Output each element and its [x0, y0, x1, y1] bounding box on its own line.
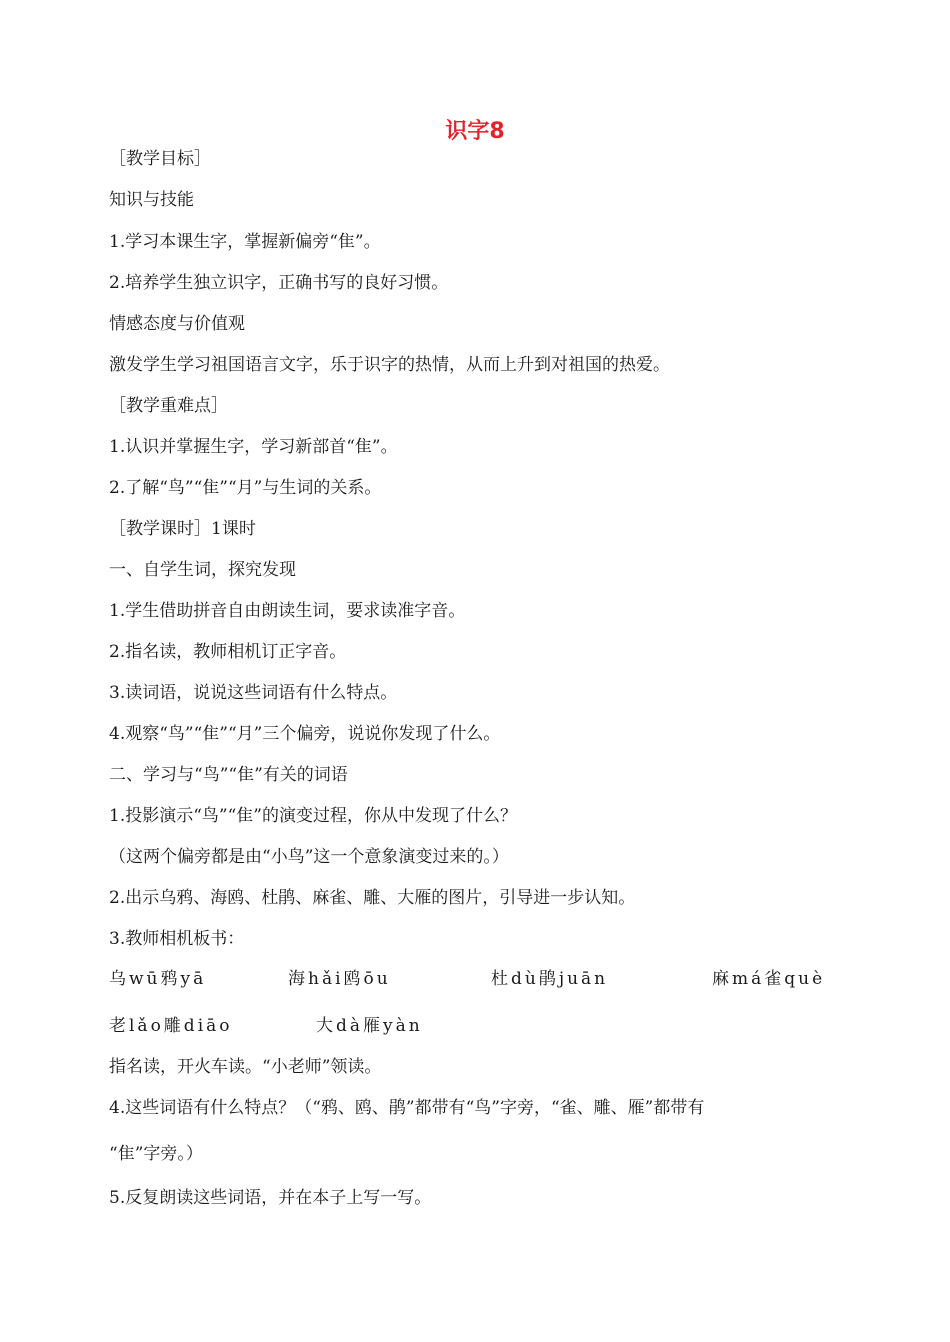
text-line: 1.学生借助拼音自由朗读生词，要求读准字音。: [109, 601, 466, 621]
text-line: 2.培养学生独立识字，正确书写的良好习惯。: [109, 273, 449, 293]
section-heading-key-points: ［教学重难点］: [109, 396, 228, 416]
subheading-knowledge-skills: 知识与技能: [109, 190, 194, 210]
text-line: 3.教师相机板书：: [109, 929, 245, 949]
section-heading-class-hours: ［教学课时］1课时: [109, 519, 256, 539]
text-line: 1.认识并掌握生字，学习新部首“隹”。: [109, 437, 398, 457]
text-line: （这两个偏旁都是由“小鸟”这一个意象演变过来的。）: [109, 847, 509, 867]
section-heading-part-two: 二、学习与“鸟”“隹”有关的词语: [109, 765, 348, 785]
text-line: 4.观察“鸟”“隹”“月”三个偏旁，说说你发现了什么。: [109, 724, 501, 744]
text-line: 3.读词语，说说这些词语有什么特点。: [109, 683, 398, 703]
pinyin-word: 大dà雁yàn: [316, 1016, 423, 1036]
text-line: 指名读，开火车读。“小老师”领读。: [109, 1057, 382, 1077]
pinyin-word: 麻má雀què: [712, 969, 826, 989]
subheading-emotion-values: 情感态度与价值观: [109, 314, 245, 334]
pinyin-word: 乌wū鸦yā: [109, 969, 207, 989]
text-line: “隹”字旁。）: [109, 1144, 203, 1164]
text-line: 2.指名读，教师相机订正字音。: [109, 642, 347, 662]
text-line: 1.学习本课生字，掌握新偏旁“隹”。: [109, 232, 381, 252]
pinyin-word: 老lǎo雕diāo: [109, 1016, 233, 1036]
text-line: 5.反复朗读这些词语，并在本子上写一写。: [109, 1188, 432, 1208]
document-title: 识字8: [445, 119, 505, 144]
text-line: 2.出示乌鸦、海鸥、杜鹃、麻雀、雕、大雁的图片，引导进一步认知。: [109, 888, 636, 908]
section-heading-part-one: 一、自学生词，探究发现: [109, 560, 296, 580]
text-line: 4.这些词语有什么特点？（“鸦、鸥、鹃”都带有“鸟”字旁，“雀、雕、雁”都带有: [109, 1098, 705, 1118]
text-line: 2.了解“鸟”“隹”“月”与生词的关系。: [109, 478, 382, 498]
section-heading-objectives: ［教学目标］: [109, 149, 211, 169]
text-line: 1.投影演示“鸟”“隹”的演变过程，你从中发现了什么？: [109, 806, 517, 826]
pinyin-word: 杜dù鹃juān: [491, 969, 609, 989]
pinyin-word: 海hǎi鸥ōu: [288, 969, 391, 989]
text-line: 激发学生学习祖国语言文字，乐于识字的热情，从而上升到对祖国的热爱。: [109, 355, 670, 375]
